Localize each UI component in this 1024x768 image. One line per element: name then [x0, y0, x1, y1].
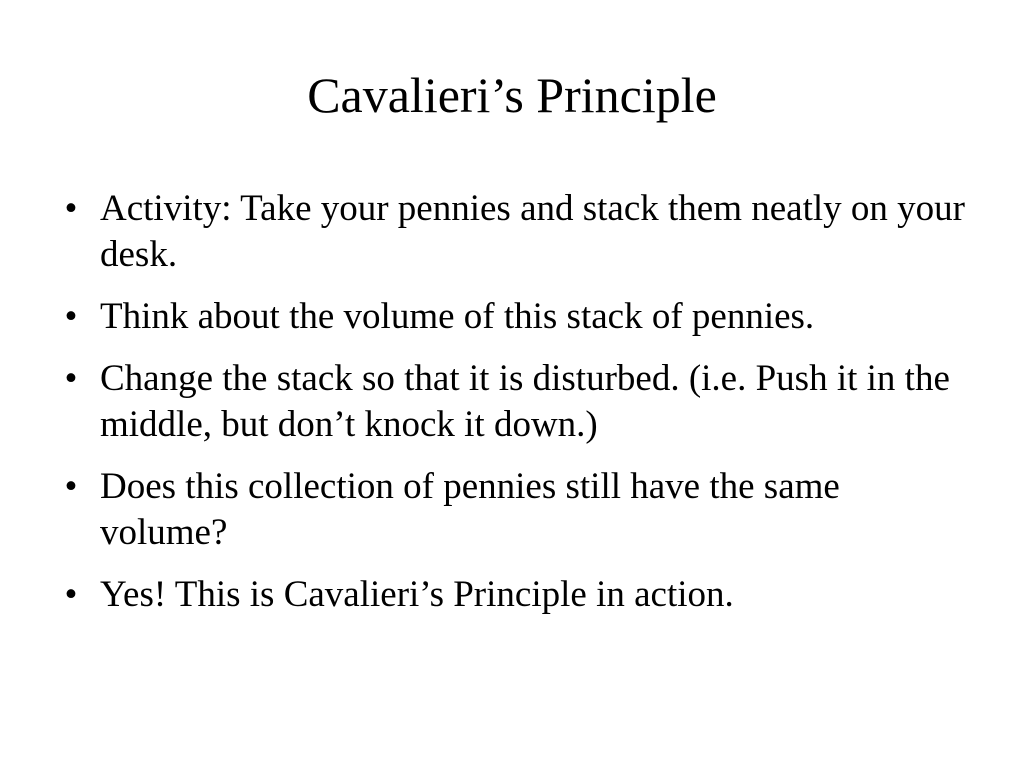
- bullet-marker-icon: •: [64, 574, 78, 615]
- bullet-text: Change the stack so that it is disturbed. (i.e. Push it in the middle, but don’t knock it down.): [100, 358, 950, 445]
- bullet-marker-icon: •: [64, 296, 78, 337]
- bullet-item: [56, 356, 976, 448]
- bullet-list: [56, 186, 976, 634]
- bullet-item: [56, 294, 976, 340]
- bullet-text: Think about the volume of this stack of pennies.: [100, 296, 815, 337]
- bullet-marker-icon: •: [64, 466, 78, 507]
- bullet-marker-icon: •: [64, 188, 78, 229]
- bullet-marker-icon: •: [64, 358, 78, 399]
- bullet-text: Activity: Take your pennies and stack them neatly on your desk.: [100, 188, 965, 275]
- bullet-text: Yes! This is Cavalieri’s Principle in action.: [100, 574, 734, 615]
- bullet-item: [56, 186, 976, 278]
- bullet-item: [56, 572, 976, 618]
- bullet-item: [56, 464, 976, 556]
- bullet-text: Does this collection of pennies still have the same volume?: [100, 466, 840, 553]
- slide-title: Cavalieri’s Principle: [307, 67, 717, 123]
